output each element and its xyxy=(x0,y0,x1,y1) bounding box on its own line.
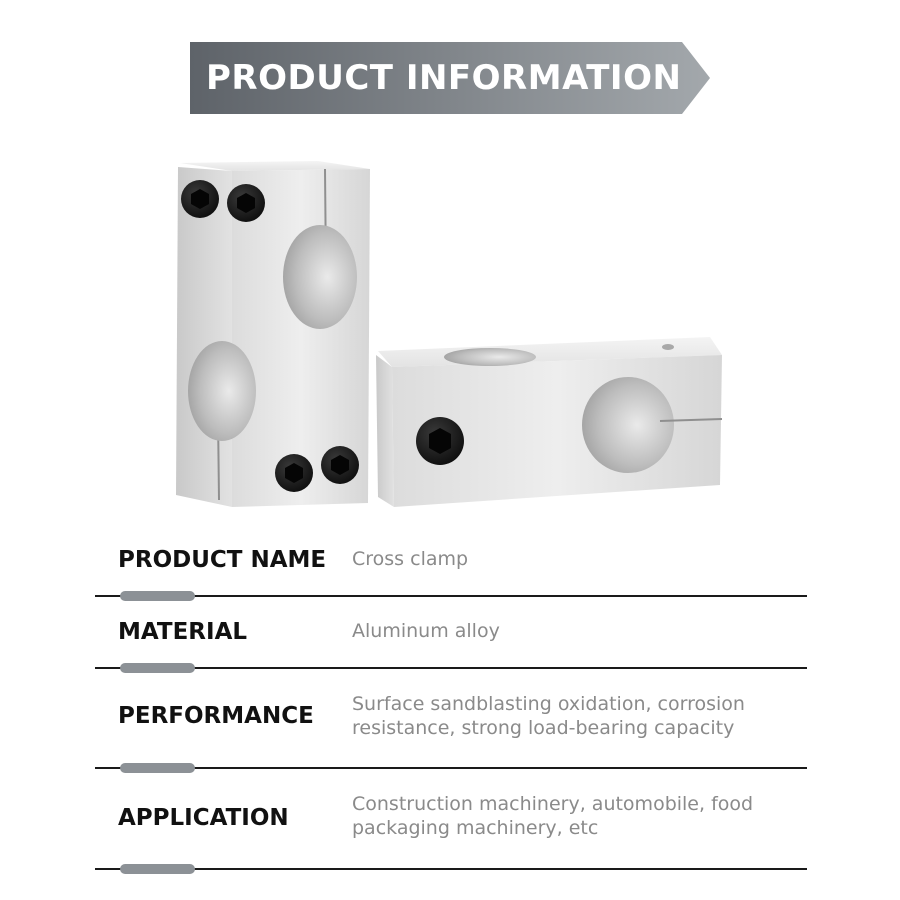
info-row-application xyxy=(95,782,807,882)
info-label: PRODUCT NAME xyxy=(118,547,327,573)
info-row-material xyxy=(95,610,807,680)
info-divider xyxy=(95,767,807,769)
info-pill-marker xyxy=(120,591,195,601)
vertical-cross-clamp xyxy=(176,161,370,507)
info-pill-marker xyxy=(120,663,195,673)
info-pill-marker xyxy=(120,864,195,874)
info-divider xyxy=(95,667,807,669)
info-label: APPLICATION xyxy=(118,805,289,831)
product-information-banner xyxy=(190,42,710,114)
info-value: Aluminum alloy xyxy=(352,620,500,642)
info-value: Construction machinery, automobile, food packaging machinery, etc xyxy=(352,793,754,839)
info-divider xyxy=(95,868,807,870)
info-pill-marker xyxy=(120,763,195,773)
info-row-performance xyxy=(95,682,807,782)
horizontal-cross-clamp xyxy=(376,337,722,507)
info-value: Cross clamp xyxy=(352,548,469,570)
info-divider xyxy=(95,595,807,597)
info-value: Surface sandblasting oxidation, corrosion resistance, strong load-bearing capacity xyxy=(352,693,745,739)
info-label: MATERIAL xyxy=(118,619,248,645)
info-label: PERFORMANCE xyxy=(118,703,314,729)
info-row-product-name xyxy=(95,538,807,608)
banner-title: PRODUCT INFORMATION xyxy=(206,58,682,98)
product-image-cross-clamps xyxy=(170,155,730,520)
